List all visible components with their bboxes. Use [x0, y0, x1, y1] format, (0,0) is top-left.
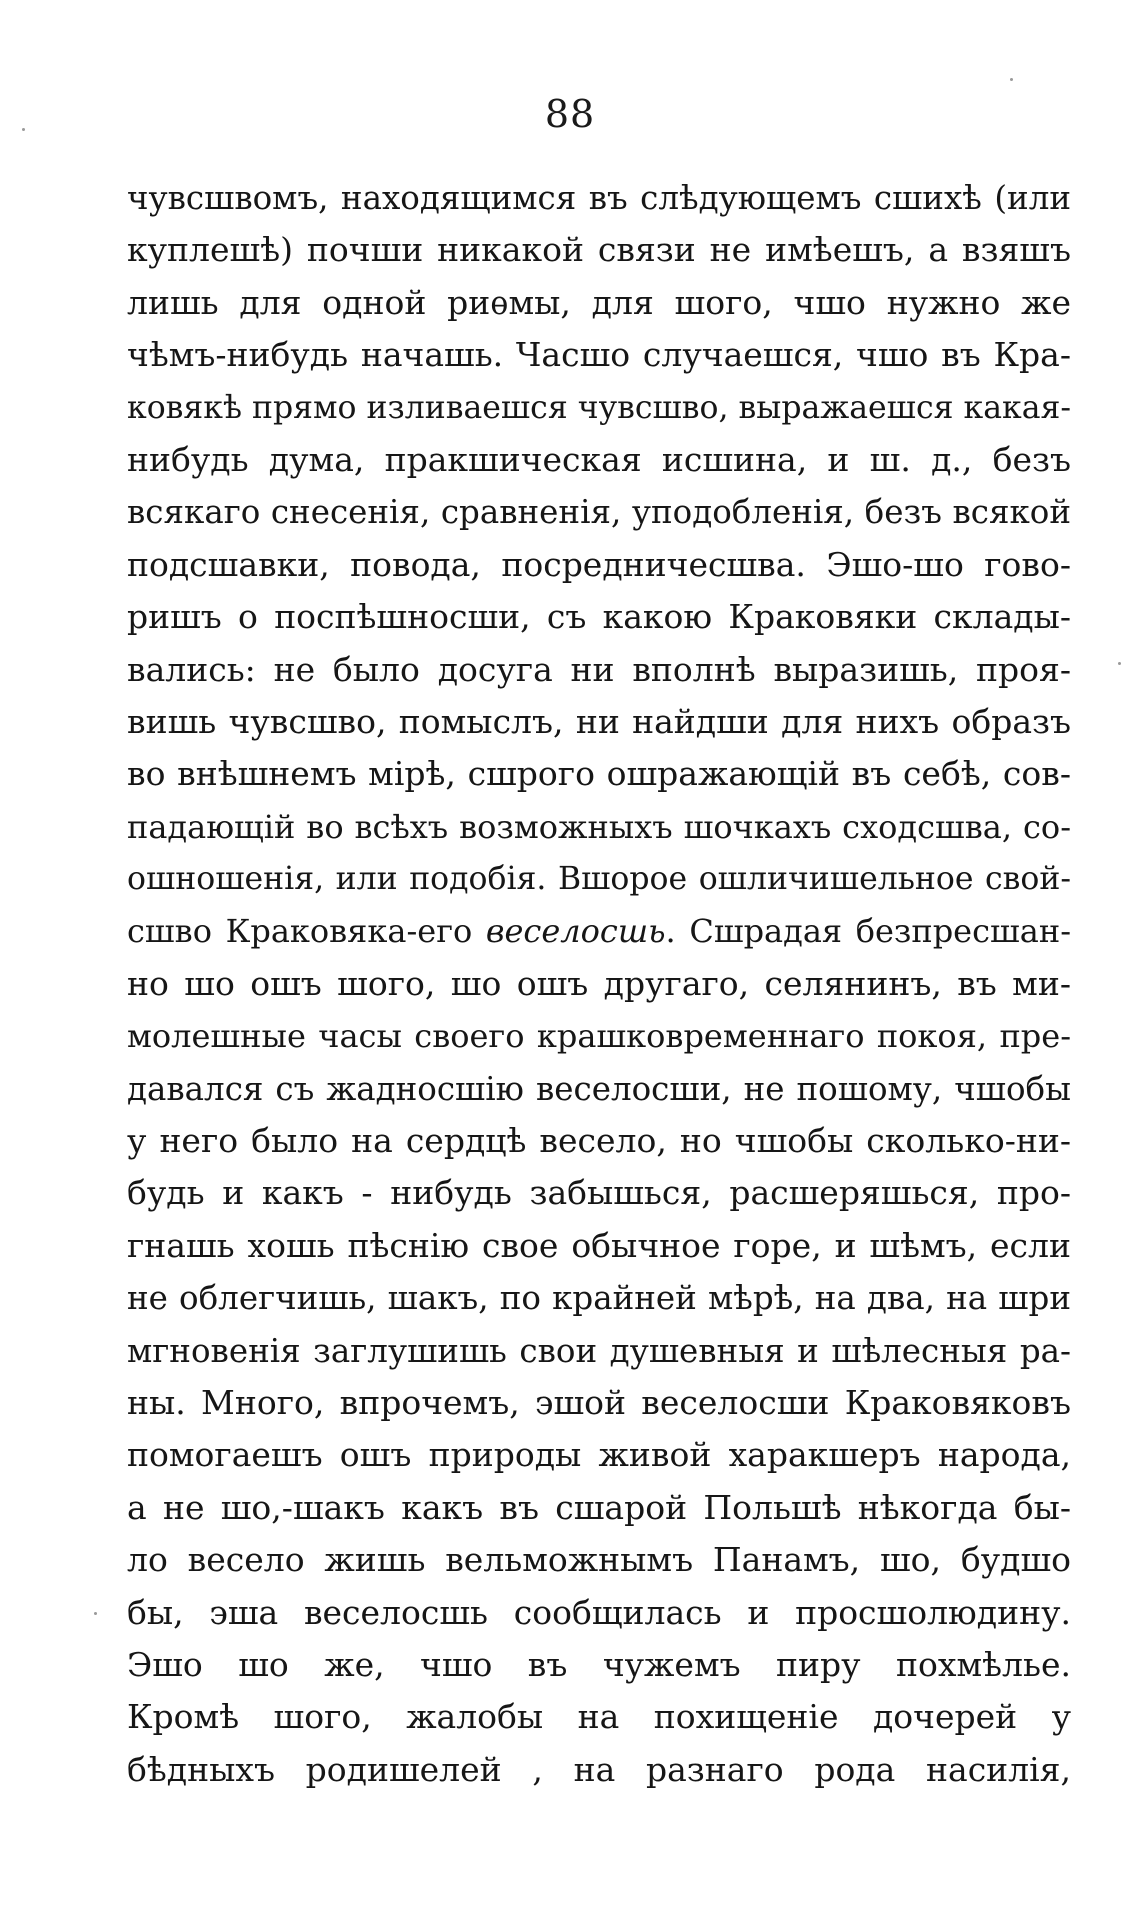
text-line [127, 905, 1071, 957]
text-line: ло весело жишь вельможнымъ Панамъ, шо, будшо [127, 1540, 1071, 1580]
text-line: у него было на сердцѣ весело, но чшобы сколько-ни- [127, 1121, 1071, 1161]
text-line: нибудь дума, пракшическая исшина, и ш. д., безъ [127, 439, 1071, 479]
text-line: падающій во всѣхъ возможныхъ шочкахъ сходсшва, со- [127, 807, 1071, 846]
text-line: Эшо шо же, чшо въ чужемъ пиру похмѣлье. [127, 1644, 1071, 1684]
text-line: чувсшвомъ, находящимся въ слѣдующемъ сшихѣ (или [127, 179, 1071, 217]
text-line: вались: не было досуга ни вполнѣ выразишь, проя- [127, 649, 1071, 689]
text-line: бѣдныхъ родишелей , на разнаго рода насилія, [127, 1749, 1071, 1789]
text-line: куплешѣ) почши никакой связи не имѣешъ, а взяшъ [127, 230, 1071, 270]
text-line: ошношенія, или подобія. Вшорое ошличишельное свой- [127, 861, 1071, 898]
scan-speck [1118, 662, 1121, 665]
text-line: вишь чувсшво, помыслъ, ни найдши для нихъ образъ [127, 701, 1071, 741]
text-segment: . Сшрадая безпресшан- [665, 912, 1071, 951]
text-line: всякаго снесенія, сравненія, уподобленія, безъ всякой [127, 493, 1071, 532]
page-number: 88 [544, 92, 596, 136]
scan-speck [22, 128, 25, 131]
text-line: гнашь хошь пѣснію свое обычное горе, и шѣмъ, если [127, 1225, 1071, 1265]
text-line: не облегчишь, шакъ, по крайней мѣрѣ, на два, на шри [127, 1279, 1071, 1318]
text-line: но шо ошъ шого, шо ошъ другаго, селянинъ, въ ми- [127, 963, 1071, 1003]
text-line: помогаешъ ошъ природы живой харакшеръ народа, [127, 1435, 1071, 1475]
italic-word: веселосшь [485, 912, 666, 951]
text-line: а не шо,-шакъ какъ въ сшарой Польшѣ нѣкогда бы- [127, 1487, 1071, 1527]
text-line: бы, эша веселосшь сообщилась и просшолюдину. [127, 1592, 1071, 1632]
text-line: Кромѣ шого, жалобы на похищеніе дочерей у [127, 1697, 1071, 1737]
body-text [127, 172, 1071, 1796]
text-line: давался съ жадносшію веселосши, не пошому, чшобы [127, 1069, 1071, 1108]
text-line: будь и какъ - нибудь забышься, расшеряшься, про- [127, 1173, 1071, 1213]
text-line: лишь для одной риѳмы, для шого, чшо нужно же [127, 282, 1071, 322]
text-line: чѣмъ-нибудь начашь. Часшо случаешся, чшо въ Кра- [127, 335, 1071, 375]
text-line: ришъ о поспѣшносши, съ какою Краковяки склады- [127, 597, 1071, 637]
text-line: молешные часы своего крашковременнаго покоя, пре- [127, 1017, 1071, 1056]
text-line: ковякѣ прямо изливаешся чувсшво, выражаешся какая- [127, 389, 1071, 426]
scan-speck [94, 1612, 97, 1615]
text-line: мгновенія заглушишь свои душевныя и шѣлесныя ра- [127, 1331, 1071, 1370]
text-segment: сшво Краковяка-его [127, 912, 473, 951]
text-line: подсшавки, повода, посредничесшва. Эшо-шо гово- [127, 544, 1071, 584]
text-line: ны. Много, впрочемъ, эшой веселосши Краковяковъ [127, 1382, 1071, 1422]
text-line: во внѣшнемъ мірѣ, сшрого ошражающій въ себѣ, сов- [127, 754, 1071, 794]
scan-speck [1010, 78, 1013, 81]
